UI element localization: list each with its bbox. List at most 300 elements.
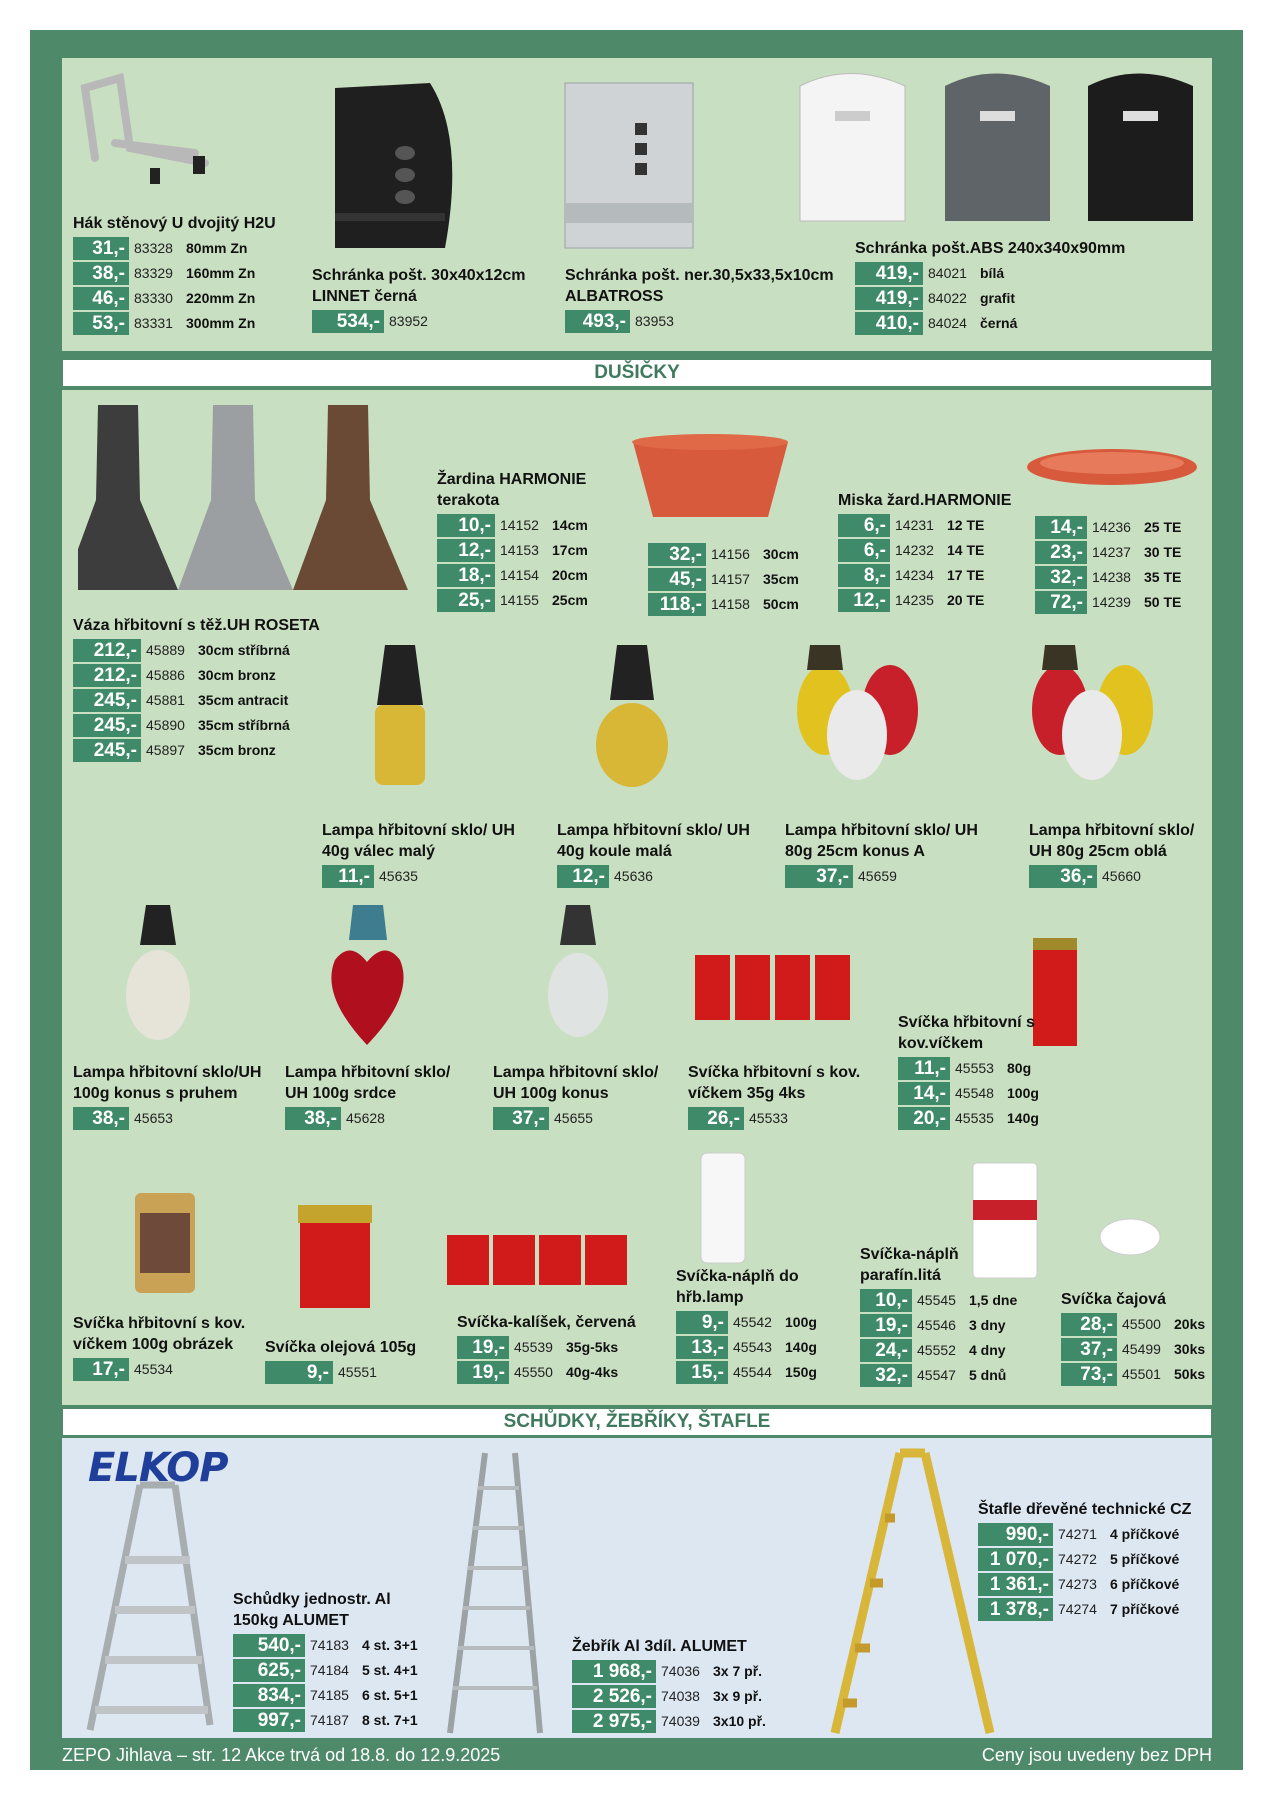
price-row bbox=[676, 1335, 817, 1359]
product-code: 45653 bbox=[134, 1110, 173, 1126]
product-code: 83331 bbox=[134, 315, 173, 331]
variant-description: 30cm bronz bbox=[198, 667, 276, 683]
variant-description: černá bbox=[980, 315, 1018, 331]
product-title: Schránka pošt. 30x40x12cm LINNET černá bbox=[312, 267, 526, 305]
product-code: 45543 bbox=[733, 1339, 772, 1355]
product-code: 84021 bbox=[928, 265, 967, 281]
variant-description: 35cm bbox=[763, 571, 799, 587]
product-code: 74274 bbox=[1058, 1601, 1097, 1617]
lamp-cone-a-image bbox=[795, 635, 920, 795]
product-code: 45889 bbox=[146, 642, 185, 658]
product-code: 14238 bbox=[1092, 569, 1131, 585]
product-code: 83330 bbox=[134, 290, 173, 306]
price-tag: 245,- bbox=[73, 739, 141, 762]
product-title: Lampa hřbitovní sklo/ UH 80g 25cm oblá bbox=[1029, 822, 1195, 860]
product-code: 14157 bbox=[711, 571, 750, 587]
product-code: 45897 bbox=[146, 742, 185, 758]
price-row bbox=[978, 1572, 1208, 1596]
footer-right: Ceny jsou uvedeny bez DPH bbox=[981, 1745, 1212, 1765]
product-title: Štafle dřevěné technické CZ bbox=[978, 1501, 1192, 1518]
product-code: 74187 bbox=[310, 1712, 349, 1728]
price-row bbox=[572, 1684, 772, 1708]
variant-description: 1,5 dne bbox=[969, 1292, 1018, 1308]
product-lampa-srdce bbox=[285, 1062, 475, 1131]
footer-left: ZEPO Jihlava – str. 12 Akce trvá od 18.8. do 12.9.2025 bbox=[62, 1745, 501, 1765]
product-code: 45548 bbox=[955, 1085, 994, 1101]
price-tag: 45,- bbox=[648, 568, 706, 591]
product-code: 84022 bbox=[928, 290, 967, 306]
product-code: 74183 bbox=[310, 1637, 349, 1653]
product-code: 14152 bbox=[500, 517, 539, 533]
price-tag: 38,- bbox=[285, 1107, 341, 1130]
product-code: 74271 bbox=[1058, 1526, 1097, 1542]
price-tag: 46,- bbox=[73, 287, 129, 310]
price-tag: 37,- bbox=[1061, 1338, 1117, 1361]
product-code: 45628 bbox=[346, 1110, 385, 1126]
variant-description: 100g bbox=[1007, 1085, 1039, 1101]
price-tag: 212,- bbox=[73, 664, 141, 687]
product-code: 74036 bbox=[661, 1663, 700, 1679]
variant-description: 14 TE bbox=[947, 542, 985, 558]
product-schudky bbox=[233, 1589, 433, 1733]
mailbox-black-image bbox=[1083, 66, 1198, 226]
product-code: 83953 bbox=[635, 313, 674, 329]
product-code: 45533 bbox=[749, 1110, 788, 1126]
price-tag: 31,- bbox=[73, 237, 129, 260]
price-row bbox=[838, 513, 1038, 537]
variant-description: 20ks bbox=[1174, 1316, 1206, 1332]
product-code: 14158 bbox=[711, 596, 750, 612]
product-code: 74185 bbox=[310, 1687, 349, 1703]
mailbox-linnet-image bbox=[330, 78, 470, 253]
price-row bbox=[437, 588, 597, 612]
price-tag: 23,- bbox=[1035, 541, 1087, 564]
product-code: 45636 bbox=[614, 868, 653, 884]
price-row bbox=[565, 309, 835, 333]
price-tag: 32,- bbox=[1035, 566, 1087, 589]
product-naplnparafin bbox=[860, 1244, 1017, 1388]
price-row bbox=[437, 513, 597, 537]
price-row bbox=[978, 1547, 1208, 1571]
product-title: Svíčka hřbitovní s kov.víčkem bbox=[898, 1014, 1035, 1052]
product-title: Schránka pošt.ABS 240x340x90mm bbox=[855, 240, 1126, 257]
price-tag: 18,- bbox=[437, 564, 495, 587]
product-schranka-abs bbox=[855, 238, 1155, 336]
price-row bbox=[233, 1633, 433, 1657]
product-code: 45635 bbox=[379, 868, 418, 884]
price-tag: 12,- bbox=[437, 539, 495, 562]
price-tag: 72,- bbox=[1035, 591, 1087, 614]
variant-description: 35cm stříbrná bbox=[198, 717, 290, 733]
product-title: Lampa hřbitovní sklo/UH 100g konus s pruhem bbox=[73, 1064, 262, 1102]
price-tag: 10,- bbox=[437, 514, 495, 537]
product-kalisek bbox=[457, 1312, 677, 1385]
product-code: 74272 bbox=[1058, 1551, 1097, 1567]
price-tag: 26,- bbox=[688, 1107, 744, 1130]
price-tag: 10,- bbox=[860, 1289, 912, 1312]
lamp-cone-image bbox=[538, 900, 618, 1050]
variant-description: 50 TE bbox=[1144, 594, 1182, 610]
product-title: Lampa hřbitovní sklo/ UH 40g koule malá bbox=[557, 822, 750, 860]
page-footer bbox=[62, 1741, 1212, 1769]
product-title: Lampa hřbitovní sklo/ UH 100g srdce bbox=[285, 1064, 451, 1102]
price-tag: 53,- bbox=[73, 312, 129, 335]
product-code: 84024 bbox=[928, 315, 967, 331]
price-row bbox=[1035, 590, 1181, 614]
price-tag: 118,- bbox=[648, 593, 706, 616]
product-code: 83952 bbox=[389, 313, 428, 329]
product-code: 45542 bbox=[733, 1314, 772, 1330]
price-tag: 1 070,- bbox=[978, 1548, 1053, 1571]
price-tag: 12,- bbox=[557, 865, 609, 888]
price-tag: 419,- bbox=[855, 287, 923, 310]
variant-description: 140g bbox=[1007, 1110, 1039, 1126]
variant-description: 35cm antracit bbox=[198, 692, 289, 708]
price-tag: 6,- bbox=[838, 539, 890, 562]
price-row bbox=[898, 1056, 1039, 1080]
price-tag: 25,- bbox=[437, 589, 495, 612]
price-row bbox=[1061, 1337, 1205, 1361]
product-code: 14235 bbox=[895, 592, 934, 608]
product-svicka-olejova bbox=[265, 1337, 455, 1385]
product-code: 45553 bbox=[955, 1060, 994, 1076]
price-tag: 12,- bbox=[838, 589, 890, 612]
price-row bbox=[676, 1310, 817, 1334]
price-row bbox=[676, 1360, 817, 1384]
price-tag: 24,- bbox=[860, 1339, 912, 1362]
product-code: 45550 bbox=[514, 1364, 553, 1380]
product-code: 45547 bbox=[917, 1367, 956, 1383]
price-row bbox=[1035, 540, 1181, 564]
price-tag: 625,- bbox=[233, 1659, 305, 1682]
price-row bbox=[73, 286, 293, 310]
product-code: 45551 bbox=[338, 1364, 377, 1380]
saucer-image bbox=[1025, 445, 1200, 490]
price-row bbox=[233, 1658, 433, 1682]
variant-description: 5 dnů bbox=[969, 1367, 1007, 1383]
price-tag: 540,- bbox=[233, 1634, 305, 1657]
price-row bbox=[233, 1683, 433, 1707]
variant-description: 4 příčkové bbox=[1110, 1526, 1180, 1542]
product-code: 45552 bbox=[917, 1342, 956, 1358]
price-row bbox=[855, 286, 1155, 310]
variant-description: 220mm Zn bbox=[186, 290, 256, 306]
price-row bbox=[1029, 864, 1219, 888]
price-row bbox=[457, 1360, 677, 1384]
variant-description: 300mm Zn bbox=[186, 315, 256, 331]
candle-cups-image bbox=[445, 1230, 640, 1290]
product-code: 14232 bbox=[895, 542, 934, 558]
variant-description: 6 st. 5+1 bbox=[362, 1687, 418, 1703]
product-svicka-obrazek bbox=[73, 1313, 273, 1382]
price-row bbox=[785, 864, 995, 888]
price-row bbox=[1061, 1362, 1205, 1386]
price-tag: 1 968,- bbox=[572, 1660, 656, 1683]
variant-description: 40g-4ks bbox=[566, 1364, 619, 1380]
product-lampa-konus bbox=[493, 1062, 683, 1131]
ladder-image bbox=[440, 1448, 550, 1738]
price-row bbox=[322, 864, 522, 888]
product-code: 83328 bbox=[134, 240, 173, 256]
price-tag: 19,- bbox=[860, 1314, 912, 1337]
product-title: Svíčka čajová bbox=[1061, 1291, 1166, 1308]
tealight-image bbox=[1098, 1215, 1163, 1260]
variant-description: 3x 9 př. bbox=[713, 1688, 763, 1704]
product-code: 45655 bbox=[554, 1110, 593, 1126]
price-row bbox=[855, 311, 1155, 335]
variant-description: 17cm bbox=[552, 542, 588, 558]
price-row bbox=[648, 542, 799, 566]
flower-pot-image bbox=[628, 432, 793, 522]
price-row bbox=[312, 309, 527, 333]
price-tag: 15,- bbox=[676, 1361, 728, 1384]
product-title: Svíčka-náplň parafín.litá bbox=[860, 1246, 959, 1284]
mailbox-graphite-image bbox=[940, 66, 1055, 226]
product-title: Svíčka hřbitovní s kov. víčkem 35g 4ks bbox=[688, 1064, 861, 1102]
variant-description: 20 TE bbox=[947, 592, 985, 608]
product-code: 14234 bbox=[895, 567, 934, 583]
price-row bbox=[285, 1106, 475, 1130]
price-tag: 32,- bbox=[648, 543, 706, 566]
price-tag: 17,- bbox=[73, 1358, 129, 1381]
product-zardina-large bbox=[648, 540, 799, 617]
product-title: Miska žard.HARMONIE bbox=[838, 492, 1012, 509]
price-tag: 36,- bbox=[1029, 865, 1097, 888]
price-tag: 9,- bbox=[265, 1361, 333, 1384]
variant-description: 12 TE bbox=[947, 517, 985, 533]
section-header-dusicky: DUŠIČKY bbox=[62, 359, 1212, 387]
price-tag: 990,- bbox=[978, 1523, 1053, 1546]
variant-description: 35 TE bbox=[1144, 569, 1182, 585]
price-tag: 73,- bbox=[1061, 1363, 1117, 1386]
price-tag: 834,- bbox=[233, 1684, 305, 1707]
candles-35g-image bbox=[690, 945, 855, 1025]
product-lampa-valec bbox=[322, 820, 522, 889]
product-code: 14237 bbox=[1092, 544, 1131, 560]
price-row bbox=[73, 638, 353, 662]
candle-oil-image bbox=[295, 1200, 375, 1310]
variant-description: 7 příčkové bbox=[1110, 1601, 1180, 1617]
product-vaza bbox=[73, 615, 353, 763]
price-row bbox=[1035, 565, 1181, 589]
product-code: 14236 bbox=[1092, 519, 1131, 535]
product-schranka-linnet bbox=[312, 265, 527, 334]
price-tag: 38,- bbox=[73, 1107, 129, 1130]
product-code: 14154 bbox=[500, 567, 539, 583]
price-tag: 9,- bbox=[676, 1311, 728, 1334]
mailbox-albatross-image bbox=[560, 78, 700, 253]
product-code: 74273 bbox=[1058, 1576, 1097, 1592]
price-row bbox=[437, 563, 597, 587]
price-row bbox=[73, 738, 353, 762]
price-row bbox=[73, 311, 293, 335]
price-row bbox=[838, 563, 1038, 587]
product-code: 45534 bbox=[134, 1361, 173, 1377]
price-row bbox=[233, 1708, 433, 1732]
price-row bbox=[457, 1335, 677, 1359]
price-tag: 212,- bbox=[73, 639, 141, 662]
product-code: 74039 bbox=[661, 1713, 700, 1729]
price-tag: 38,- bbox=[73, 262, 129, 285]
variant-description: 17 TE bbox=[947, 567, 985, 583]
price-tag: 11,- bbox=[898, 1057, 950, 1080]
variant-description: bílá bbox=[980, 265, 1005, 281]
price-tag: 2 975,- bbox=[572, 1710, 656, 1733]
variant-description: 80mm Zn bbox=[186, 240, 248, 256]
product-title: Žebřík Al 3díl. ALUMET bbox=[572, 1638, 747, 1655]
variant-description: 150g bbox=[785, 1364, 817, 1380]
variant-description: 3x10 př. bbox=[713, 1713, 766, 1729]
variant-description: 30 TE bbox=[1144, 544, 1182, 560]
price-row bbox=[557, 864, 757, 888]
vases-image bbox=[78, 400, 418, 600]
product-schranka-albatross bbox=[565, 265, 835, 334]
variant-description: 35cm bronz bbox=[198, 742, 276, 758]
price-row bbox=[1061, 1312, 1205, 1336]
product-code: 74184 bbox=[310, 1662, 349, 1678]
product-stafle bbox=[978, 1499, 1208, 1622]
product-code: 45500 bbox=[1122, 1316, 1161, 1332]
lamp-cylinder-image bbox=[365, 640, 435, 790]
product-title: Svíčka-kalíšek, červená bbox=[457, 1314, 636, 1331]
price-row bbox=[1035, 515, 1181, 539]
product-title: Žardina HARMONIE terakota bbox=[437, 471, 587, 509]
product-title: Hák stěnový U dvojitý H2U bbox=[73, 215, 276, 232]
variant-description: 3x 7 př. bbox=[713, 1663, 763, 1679]
product-lampa-obla bbox=[1029, 820, 1219, 889]
price-row bbox=[73, 688, 353, 712]
product-code: 14155 bbox=[500, 592, 539, 608]
step-ladder-image bbox=[80, 1480, 220, 1735]
price-tag: 245,- bbox=[73, 714, 141, 737]
variant-description: 3 dny bbox=[969, 1317, 1006, 1333]
variant-description: 20cm bbox=[552, 567, 588, 583]
variant-description: 4 st. 3+1 bbox=[362, 1637, 418, 1653]
price-tag: 32,- bbox=[860, 1364, 912, 1387]
variant-description: 4 dny bbox=[969, 1342, 1006, 1358]
price-row bbox=[73, 261, 293, 285]
price-tag: 493,- bbox=[565, 310, 630, 333]
price-tag: 534,- bbox=[312, 310, 384, 333]
price-row bbox=[898, 1106, 1039, 1130]
product-title: Lampa hřbitovní sklo/ UH 80g 25cm konus A bbox=[785, 822, 978, 860]
product-lampa-koule bbox=[557, 820, 757, 889]
product-code: 14153 bbox=[500, 542, 539, 558]
product-title: Lampa hřbitovní sklo/ UH 100g konus bbox=[493, 1064, 659, 1102]
product-code: 14156 bbox=[711, 546, 750, 562]
product-code: 14231 bbox=[895, 517, 934, 533]
price-tag: 14,- bbox=[898, 1082, 950, 1105]
lamp-round-image bbox=[1030, 635, 1155, 795]
price-row bbox=[73, 1106, 273, 1130]
price-tag: 19,- bbox=[457, 1336, 509, 1359]
variant-description: 14cm bbox=[552, 517, 588, 533]
candle-refill-image bbox=[698, 1150, 748, 1265]
lamp-heart-image bbox=[325, 900, 410, 1050]
elkop-logo: ELKOP bbox=[88, 1445, 228, 1491]
variant-description: 100g bbox=[785, 1314, 817, 1330]
variant-description: grafit bbox=[980, 290, 1015, 306]
price-tag: 245,- bbox=[73, 689, 141, 712]
product-code: 45881 bbox=[146, 692, 185, 708]
price-row bbox=[688, 1106, 888, 1130]
product-code: 45886 bbox=[146, 667, 185, 683]
price-tag: 410,- bbox=[855, 312, 923, 335]
variant-description: 30cm bbox=[763, 546, 799, 562]
price-tag: 37,- bbox=[493, 1107, 549, 1130]
variant-description: 8 st. 7+1 bbox=[362, 1712, 418, 1728]
product-code: 14239 bbox=[1092, 594, 1131, 610]
candle-picture-image bbox=[130, 1188, 200, 1298]
price-tag: 14,- bbox=[1035, 516, 1087, 539]
product-code: 45660 bbox=[1102, 868, 1141, 884]
product-miska-large bbox=[1035, 513, 1181, 615]
product-hak bbox=[73, 213, 293, 336]
price-row bbox=[648, 592, 799, 616]
product-zardina bbox=[437, 469, 597, 613]
product-svicka-35g bbox=[688, 1062, 888, 1131]
product-code: 45499 bbox=[1122, 1341, 1161, 1357]
variant-description: 5 příčkové bbox=[1110, 1551, 1180, 1567]
price-row bbox=[73, 236, 293, 260]
product-code: 45890 bbox=[146, 717, 185, 733]
product-title: Schránka pošt. ner.30,5x33,5x10cm ALBATROSS bbox=[565, 267, 834, 305]
price-tag: 419,- bbox=[855, 262, 923, 285]
product-code: 45501 bbox=[1122, 1366, 1161, 1382]
variant-description: 140g bbox=[785, 1339, 817, 1355]
price-row bbox=[838, 588, 1038, 612]
price-tag: 8,- bbox=[838, 564, 890, 587]
variant-description: 50ks bbox=[1174, 1366, 1206, 1382]
product-zebrik bbox=[572, 1636, 772, 1734]
variant-description: 25cm bbox=[552, 592, 588, 608]
section-header-schudky: SCHŮDKY, ŽEBŘÍKY, ŠTAFLE bbox=[62, 1408, 1212, 1436]
product-title: Svíčka olejová 105g bbox=[265, 1339, 417, 1356]
product-title: Svíčka-náplň do hřb.lamp bbox=[676, 1268, 799, 1306]
variant-description: 80g bbox=[1007, 1060, 1032, 1076]
price-tag: 1 378,- bbox=[978, 1598, 1053, 1621]
price-row bbox=[860, 1363, 1017, 1387]
price-tag: 13,- bbox=[676, 1336, 728, 1359]
product-code: 45539 bbox=[514, 1339, 553, 1355]
variant-description: 6 příčkové bbox=[1110, 1576, 1180, 1592]
price-row bbox=[978, 1522, 1208, 1546]
product-code: 45659 bbox=[858, 868, 897, 884]
price-tag: 28,- bbox=[1061, 1313, 1117, 1336]
product-title: Váza hřbitovní s těž.UH ROSETA bbox=[73, 617, 320, 634]
lamp-striped-image bbox=[118, 900, 198, 1050]
price-row bbox=[265, 1360, 455, 1384]
product-code: 74038 bbox=[661, 1688, 700, 1704]
product-code: 45544 bbox=[733, 1364, 772, 1380]
price-tag: 11,- bbox=[322, 865, 374, 888]
price-row bbox=[838, 538, 1038, 562]
variant-description: 35g-5ks bbox=[566, 1339, 619, 1355]
variant-description: 30cm stříbrná bbox=[198, 642, 290, 658]
mailbox-white-image bbox=[795, 66, 910, 226]
product-cajova bbox=[1061, 1289, 1205, 1387]
price-row bbox=[860, 1313, 1017, 1337]
price-tag: 1 361,- bbox=[978, 1573, 1053, 1596]
product-code: 83329 bbox=[134, 265, 173, 281]
variant-description: 30ks bbox=[1174, 1341, 1206, 1357]
price-tag: 2 526,- bbox=[572, 1685, 656, 1708]
variant-description: 5 st. 4+1 bbox=[362, 1662, 418, 1678]
variant-description: 50cm bbox=[763, 596, 799, 612]
price-tag: 6,- bbox=[838, 514, 890, 537]
price-row bbox=[855, 261, 1155, 285]
price-row bbox=[73, 663, 353, 687]
